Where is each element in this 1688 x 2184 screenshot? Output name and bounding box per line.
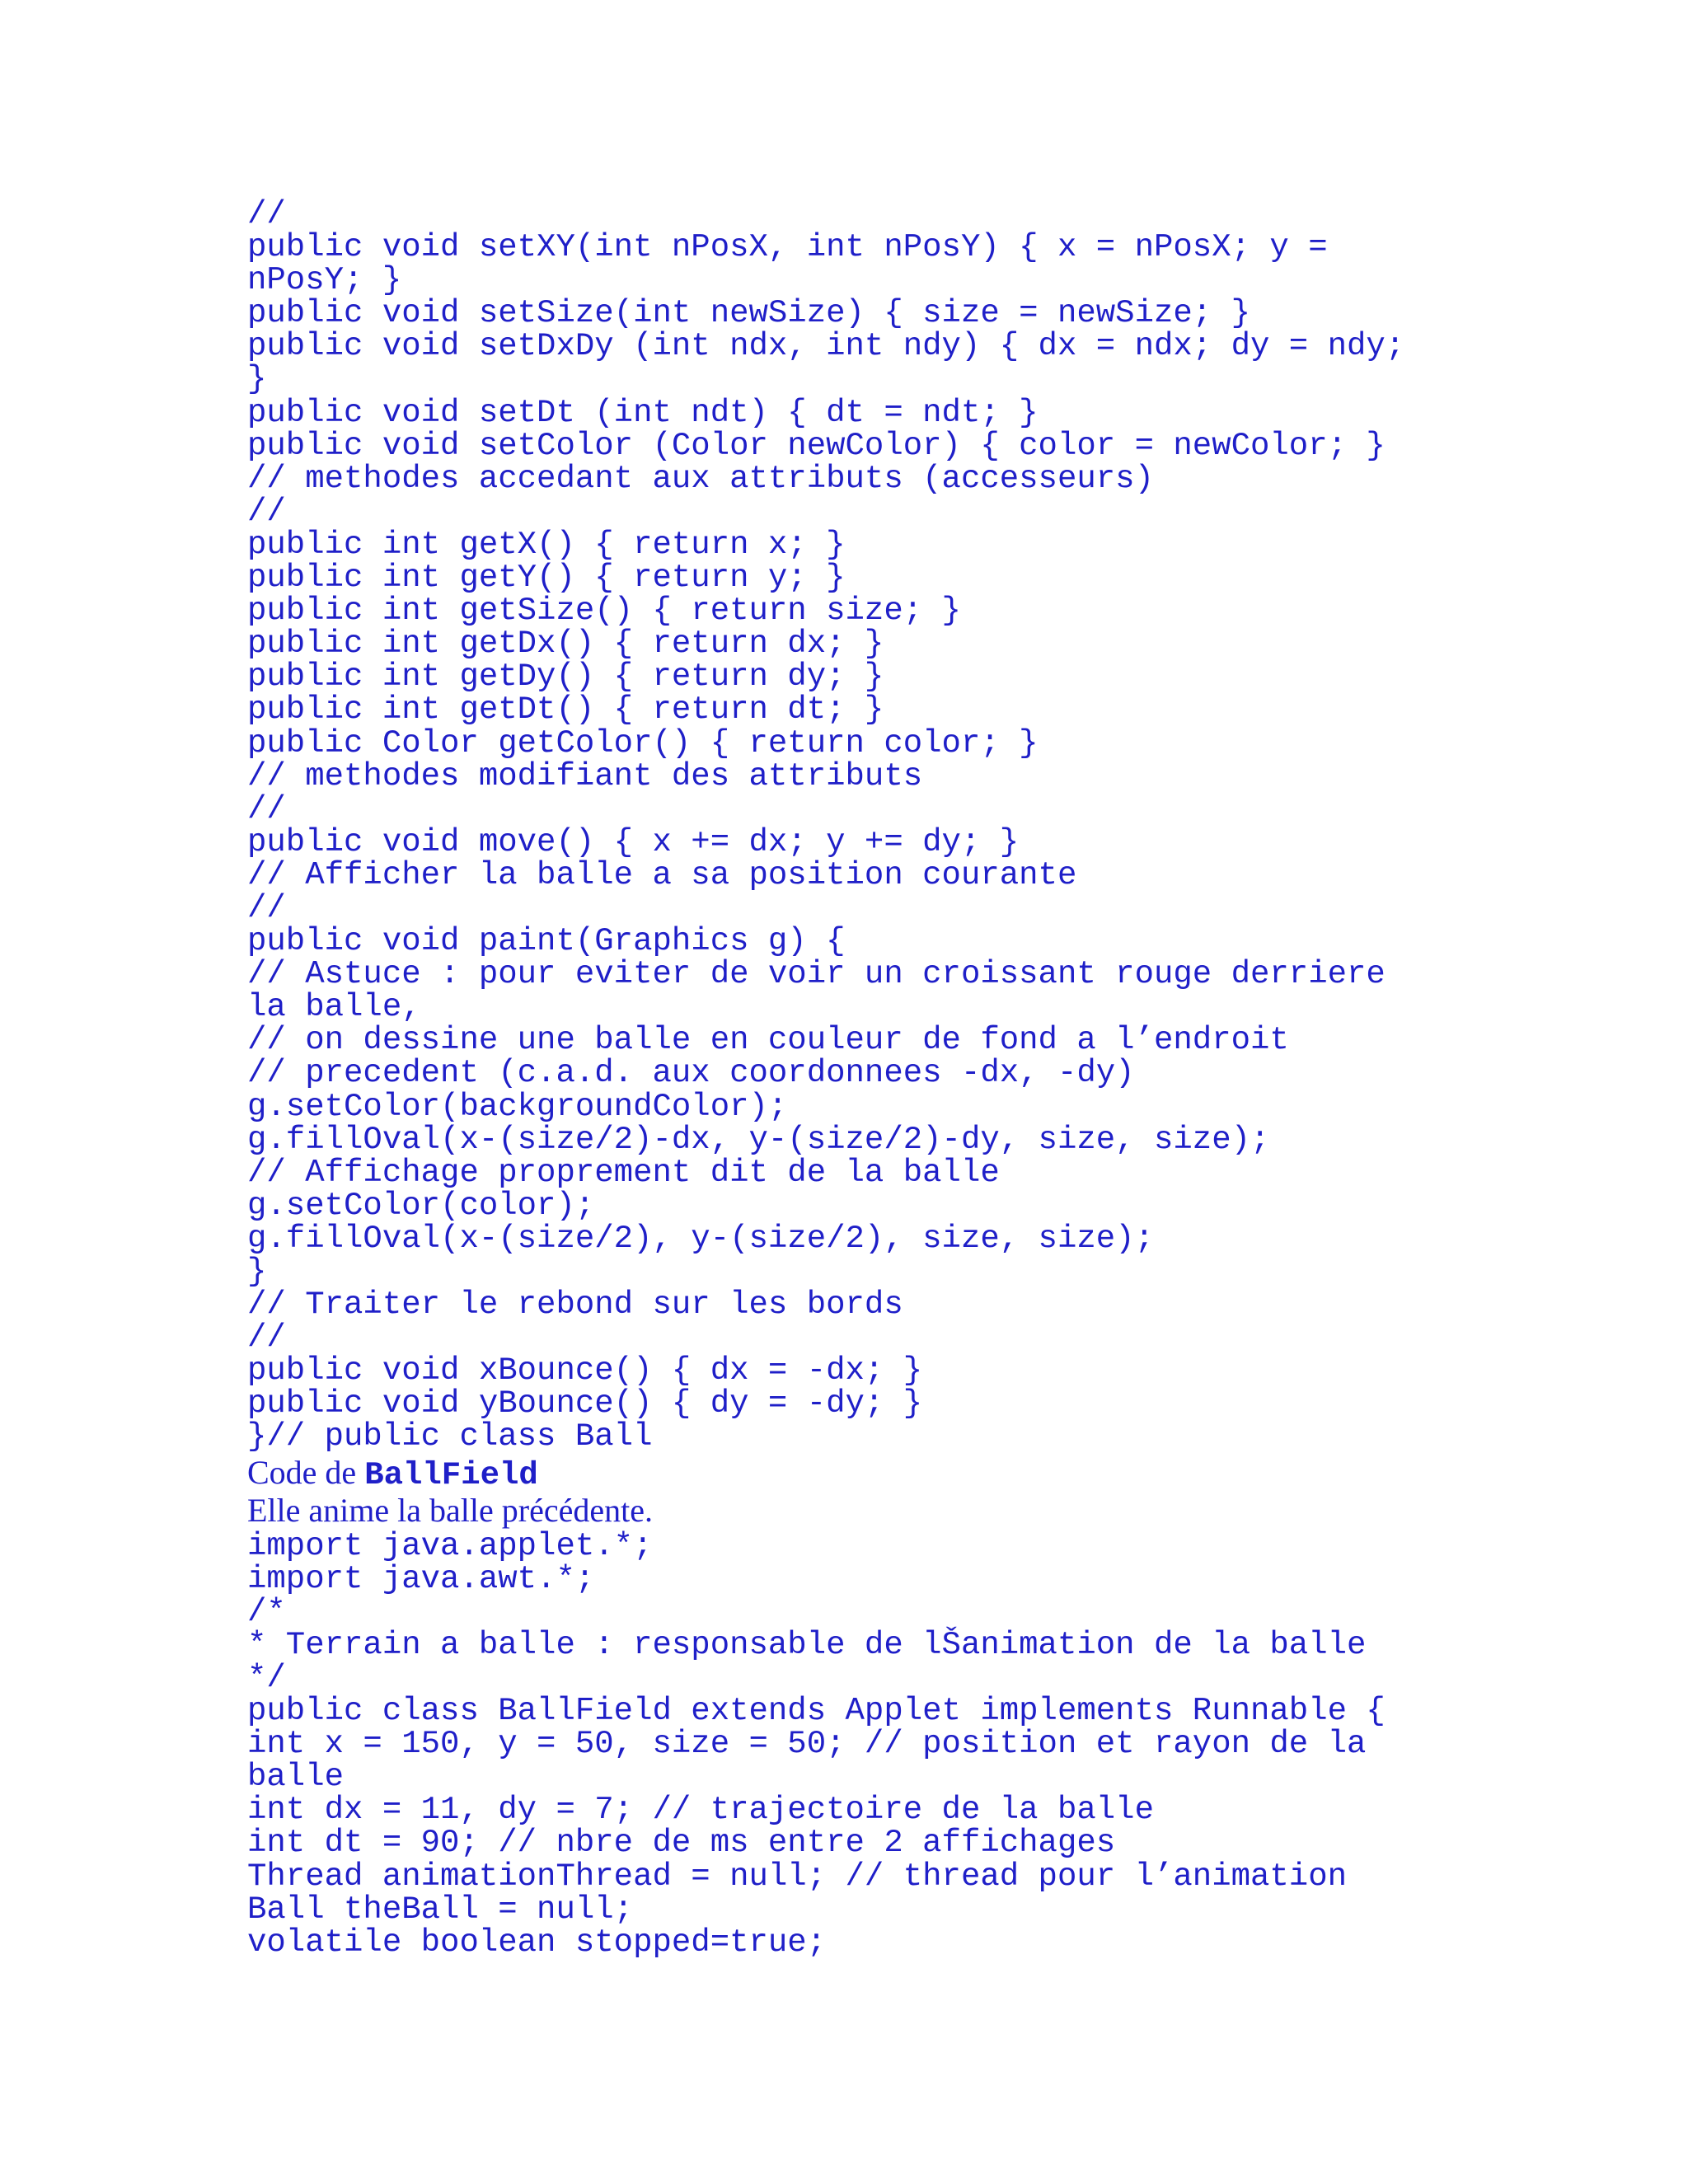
code-line: } bbox=[247, 1254, 267, 1290]
code-line: // Affichage proprement dit de la balle bbox=[247, 1154, 1000, 1191]
code-line: la balle, bbox=[247, 989, 421, 1026]
code-line: public void xBounce() { dx = -dx; } bbox=[247, 1352, 923, 1390]
code-line: // methodes accedant aux attributs (accesseurs) bbox=[247, 460, 1154, 497]
code-line: // bbox=[247, 196, 286, 232]
code-line: balle bbox=[247, 1759, 345, 1796]
code-line: public int getY() { return y; } bbox=[247, 560, 846, 597]
code-line: public int getDx() { return dx; } bbox=[247, 626, 884, 663]
document-page bbox=[247, 198, 1467, 1959]
code-line: // Traiter le rebond sur les bords bbox=[247, 1286, 903, 1324]
code-line: volatile boolean stopped=true; bbox=[247, 1924, 827, 1961]
code-line: */ bbox=[247, 1659, 286, 1696]
code-line: // precedent (c.a.d. aux coordonnees -dx, -dy) bbox=[247, 1055, 1135, 1092]
code-line: public class BallField extends Applet implements Runnable { bbox=[247, 1693, 1386, 1730]
code-line: import java.applet.*; bbox=[247, 1527, 653, 1564]
code-line: // bbox=[247, 1319, 286, 1357]
code-line: // Afficher la balle a sa position courante bbox=[247, 856, 1077, 893]
code-line: public void setSize(int newSize) { size = newSize; } bbox=[247, 295, 1250, 332]
code-line: Ball theBall = null; bbox=[247, 1891, 634, 1928]
code-line: // bbox=[247, 790, 286, 827]
code-line: nPosY; } bbox=[247, 262, 402, 299]
code-line: // on dessine une balle en couleur de fond a l’endroit bbox=[247, 1022, 1289, 1059]
code-line: public void setXY(int nPosX, int nPosY) { x = nPosX; y = bbox=[247, 229, 1328, 266]
code-line: int dx = 11, dy = 7; // trajectoire de la balle bbox=[247, 1792, 1154, 1829]
code-line: } bbox=[247, 361, 267, 398]
code-line: public void setDxDy (int ndx, int ndy) { dx = ndx; dy = ndy; bbox=[247, 328, 1405, 365]
code-line: * Terrain a balle : responsable de lŠanimation de la balle bbox=[247, 1626, 1367, 1663]
code-block-ball-class bbox=[247, 198, 1467, 1454]
code-line: public void paint(Graphics g) { bbox=[247, 923, 846, 960]
code-line: int dt = 90; // nbre de ms entre 2 affichages bbox=[247, 1825, 1116, 1862]
code-line: public void move() { x += dx; y += dy; } bbox=[247, 823, 1020, 860]
code-line: }// public class Ball bbox=[247, 1418, 653, 1455]
code-block-ballfield-class bbox=[247, 1527, 1467, 1961]
code-line: // bbox=[247, 493, 286, 530]
code-line: public int getDy() { return dy; } bbox=[247, 658, 884, 696]
code-line: import java.awt.*; bbox=[247, 1560, 595, 1597]
code-line: // Astuce : pour eviter de voir un croissant rouge derriere bbox=[247, 956, 1386, 993]
code-line: public void yBounce() { dy = -dy; } bbox=[247, 1385, 923, 1422]
section-heading-prefix: Code de bbox=[247, 1453, 365, 1491]
section-heading-class-name: BallField bbox=[364, 1456, 538, 1493]
code-line: Thread animationThread = null; // thread pour l’animation bbox=[247, 1858, 1348, 1895]
code-line: public int getSize() { return size; } bbox=[247, 593, 961, 630]
code-line: public int getX() { return x; } bbox=[247, 526, 846, 563]
code-line: g.setColor(backgroundColor); bbox=[247, 1088, 788, 1125]
code-line: // methodes modifiant des attributs bbox=[247, 757, 923, 794]
code-line: /* bbox=[247, 1593, 286, 1630]
code-line: g.setColor(color); bbox=[247, 1187, 595, 1224]
code-line: int x = 150, y = 50, size = 50; // position et rayon de la bbox=[247, 1726, 1367, 1763]
code-line: g.fillOval(x-(size/2), y-(size/2), size, size); bbox=[247, 1220, 1154, 1257]
code-line: public Color getColor() { return color; } bbox=[247, 724, 1039, 762]
code-line: public void setDt (int ndt) { dt = ndt; } bbox=[247, 394, 1039, 431]
code-line: public void setColor (Color newColor) { color = newColor; } bbox=[247, 427, 1386, 464]
code-line: // bbox=[247, 889, 286, 926]
section-heading bbox=[247, 1454, 1467, 1492]
section-description: Elle anime la balle précédente. bbox=[247, 1491, 653, 1529]
code-line: g.fillOval(x-(size/2)-dx, y-(size/2)-dy, size, size); bbox=[247, 1121, 1270, 1158]
code-line: public int getDt() { return dt; } bbox=[247, 691, 884, 729]
